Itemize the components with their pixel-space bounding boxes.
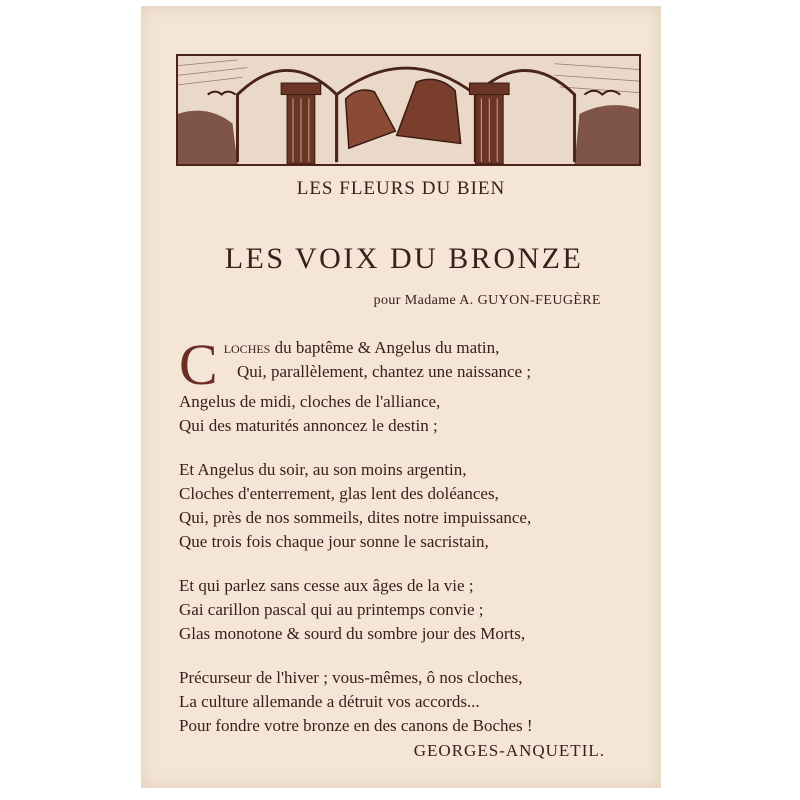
poem-body — [179, 332, 631, 758]
poem-line: Qui des maturités annoncez le destin ; — [179, 416, 438, 435]
poem-line: Et qui parlez sans cesse aux âges de la vie ; — [179, 576, 474, 595]
poem-line: Précurseur de l'hiver ; vous-mêmes, ô nos cloches, — [179, 668, 523, 687]
poem-line: Qui, près de nos sommeils, dites notre impuissance, — [179, 508, 532, 527]
poem-line: Que trois fois chaque jour sonne le sacristain, — [179, 532, 489, 551]
stanza-4 — [179, 666, 631, 738]
first-word: loches — [223, 338, 271, 357]
poem-line: Gai carillon pascal qui au printemps convie ; — [179, 600, 484, 619]
author-signature: GEORGES-ANQUETIL. — [413, 741, 605, 760]
drop-cap: C — [179, 332, 218, 397]
bells-engraving-illustration — [176, 54, 641, 166]
poem-line: Qui, parallèlement, chantez une naissance ; — [237, 362, 532, 381]
stanza-3 — [179, 574, 631, 646]
poem-line: Glas monotone & sourd du sombre jour des Morts, — [179, 624, 526, 643]
series-title: LES FLEURS DU BIEN — [296, 178, 506, 199]
poem-line: Cloches d'enterrement, glas lent des doléances, — [179, 484, 499, 503]
poem-title: LES VOIX DU BRONZE — [224, 242, 584, 275]
poem-line: Pour fondre votre bronze en des canons de Boches ! — [179, 716, 533, 735]
first-line-rest: du baptême & Angelus du matin, — [270, 338, 500, 357]
stanza-2 — [179, 458, 631, 554]
dedication: pour Madame A. GUYON-FEUGÈRE — [373, 293, 601, 308]
poem-line — [179, 336, 631, 360]
bells-belfry-icon — [178, 56, 639, 164]
stanza-1 — [179, 332, 631, 438]
poem-line: Et Angelus du soir, au son moins argentin, — [179, 460, 467, 479]
poem-line: Angelus de midi, cloches de l'alliance, — [179, 392, 441, 411]
postcard — [141, 6, 661, 788]
poem-line: La culture allemande a détruit vos accords... — [179, 692, 480, 711]
